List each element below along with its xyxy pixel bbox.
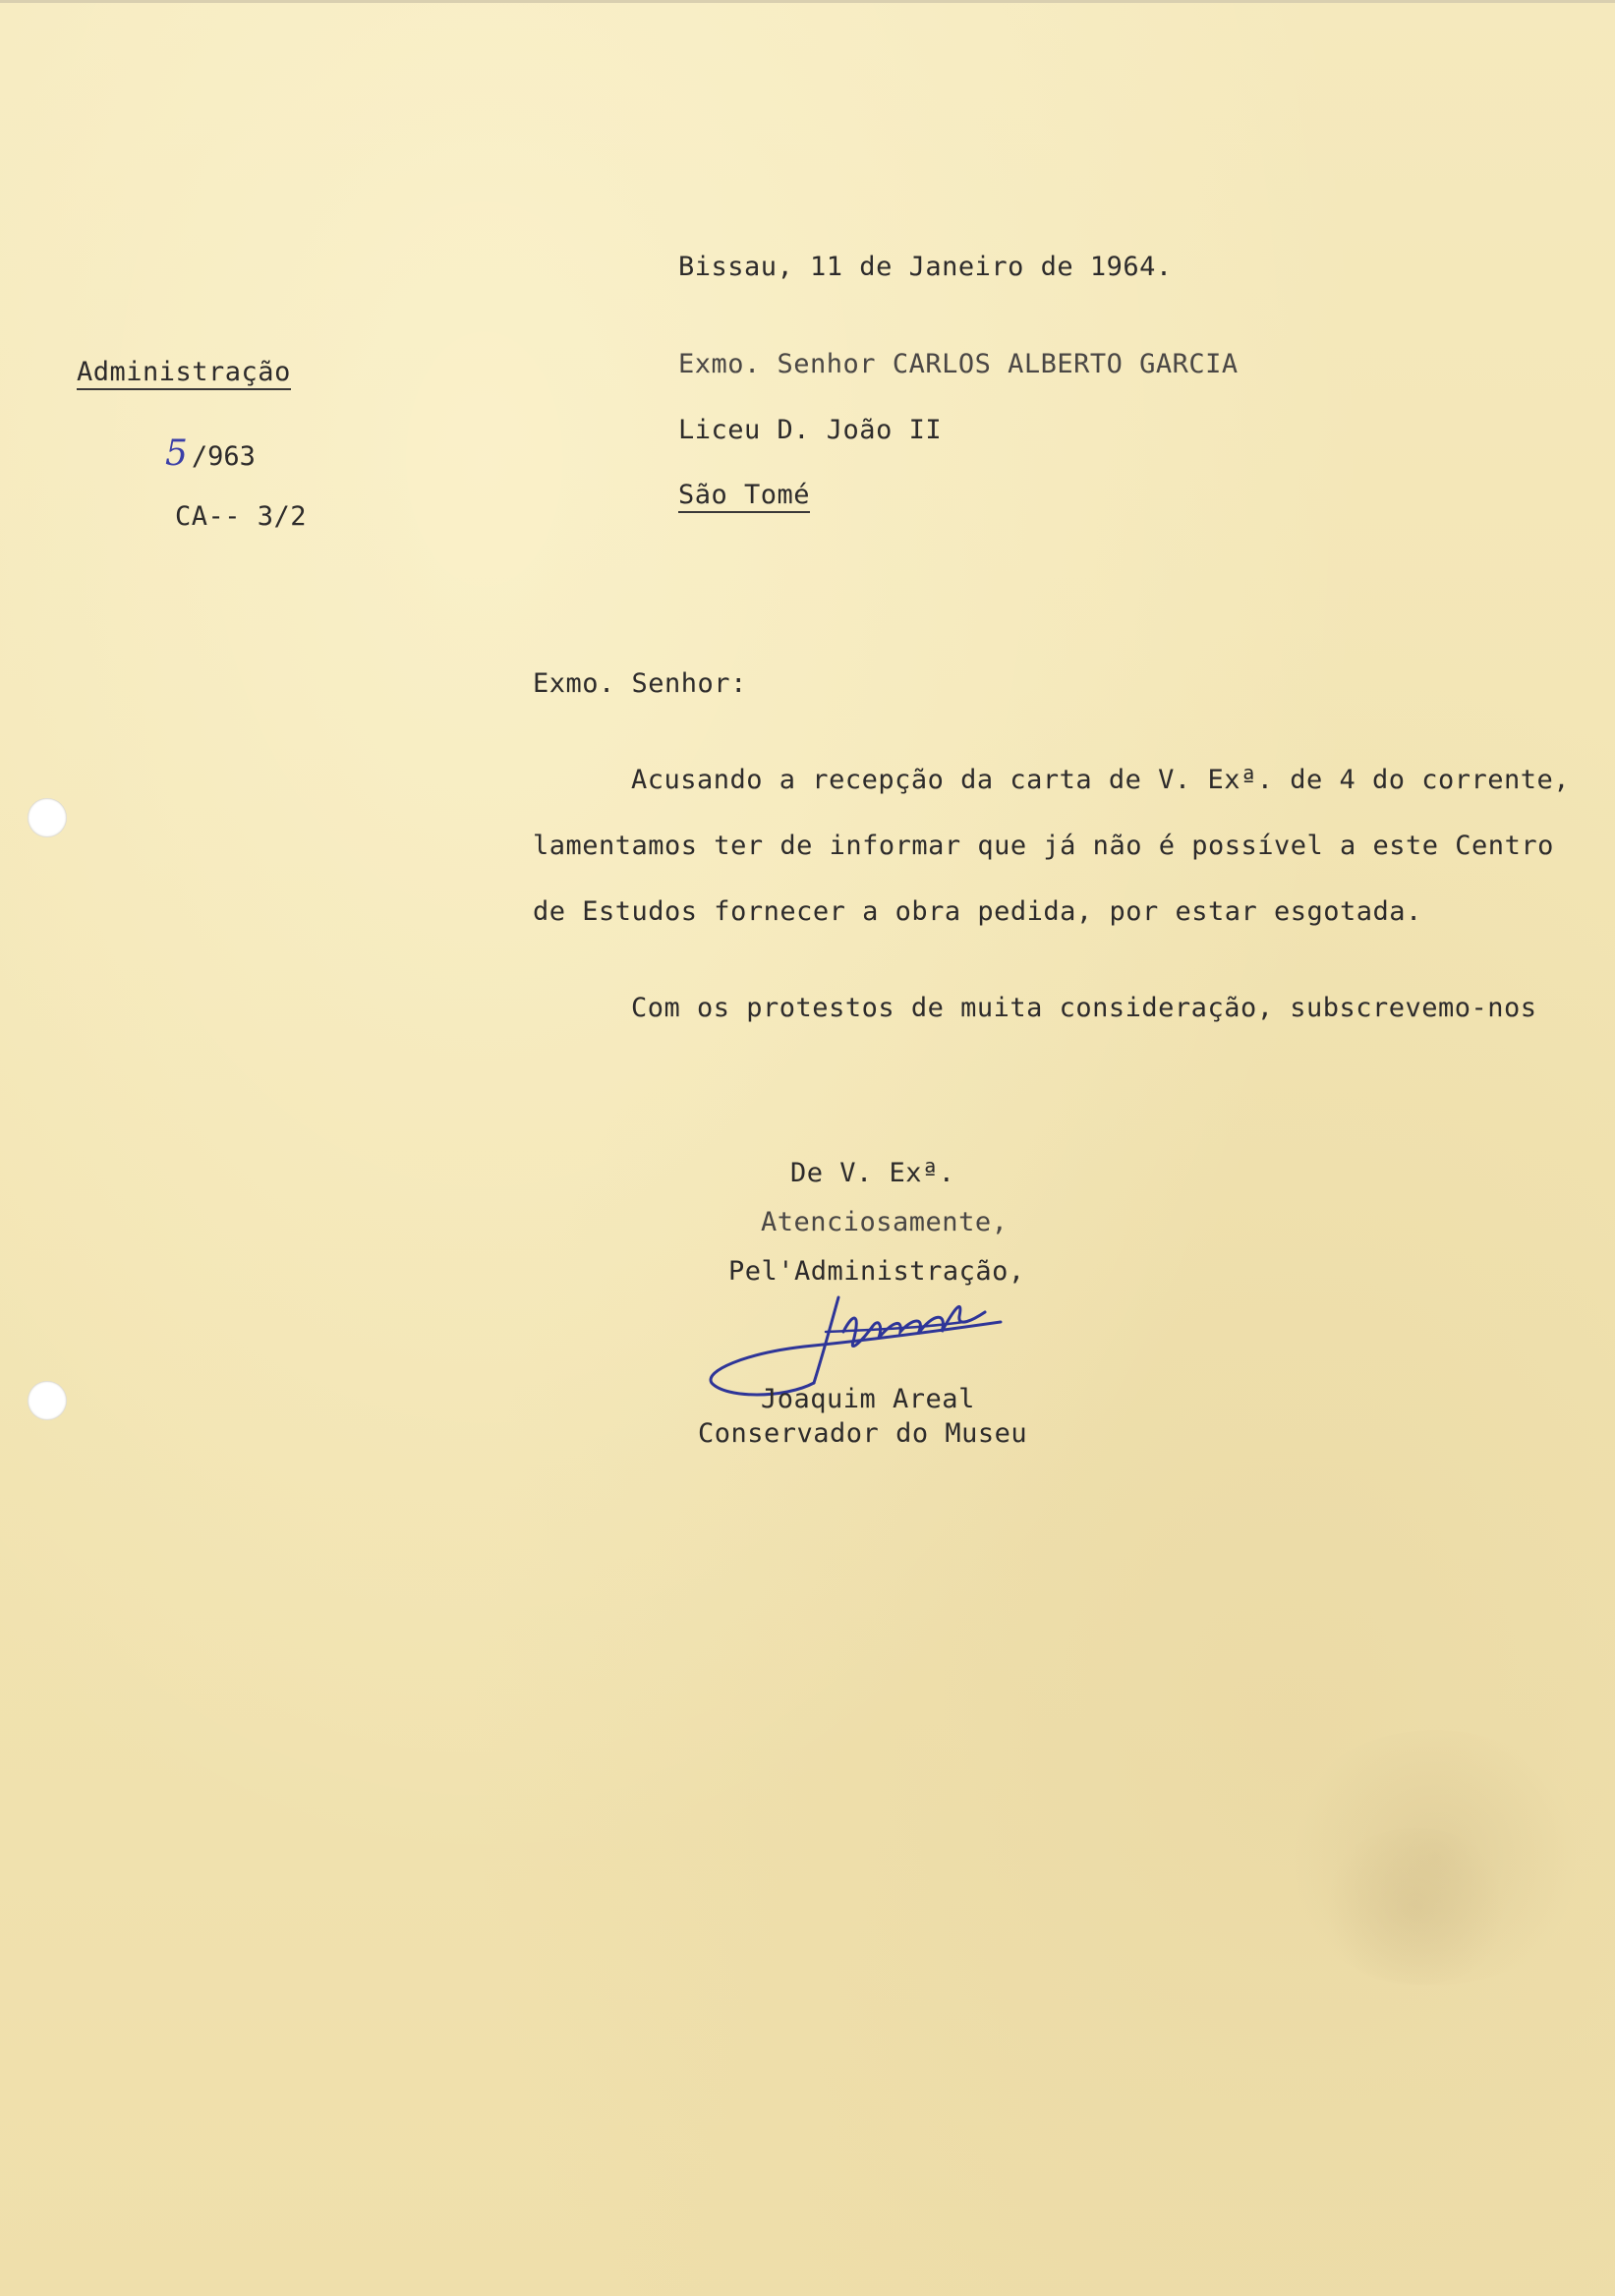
recipient-name: Exmo. Senhor CARLOS ALBERTO GARCIA bbox=[678, 349, 1239, 379]
body-paragraph1-line3: de Estudos fornecer a obra pedida, por estar esgotada. bbox=[533, 896, 1422, 927]
signatory-name: Joaquim Areal bbox=[761, 1384, 975, 1414]
punch-hole bbox=[28, 798, 67, 837]
recipient-location: São Tomé bbox=[678, 482, 810, 513]
body-paragraph2: Com os protestos de muita consideração, subscrevemo-nos bbox=[631, 993, 1537, 1023]
recipient-institution: Liceu D. João II bbox=[678, 415, 943, 445]
body-paragraph1-line2: lamentamos ter de informar que já não é possível a este Centro bbox=[533, 831, 1554, 861]
reference-number bbox=[165, 433, 256, 474]
department-label: Administração bbox=[77, 359, 291, 390]
closing-line1: De V. Exª. bbox=[790, 1158, 955, 1188]
body-paragraph1-line1: Acusando a recepção da carta de V. Exª. de 4 do corrente, bbox=[631, 765, 1571, 795]
punch-hole bbox=[28, 1381, 67, 1420]
closing-line3: Pel'Administração, bbox=[728, 1256, 1025, 1287]
reference-year: /963 bbox=[191, 441, 256, 472]
place-date: Bissau, 11 de Janeiro de 1964. bbox=[678, 252, 1173, 282]
page-top-edge bbox=[0, 0, 1615, 3]
handwritten-reference: 5 bbox=[165, 433, 188, 474]
paper-stain bbox=[1317, 1828, 1514, 1985]
reference-code: CA-- 3/2 bbox=[175, 501, 308, 532]
salutation: Exmo. Senhor: bbox=[533, 668, 747, 699]
closing-line2: Atenciosamente, bbox=[761, 1207, 1009, 1237]
signatory-title: Conservador do Museu bbox=[698, 1418, 1028, 1449]
